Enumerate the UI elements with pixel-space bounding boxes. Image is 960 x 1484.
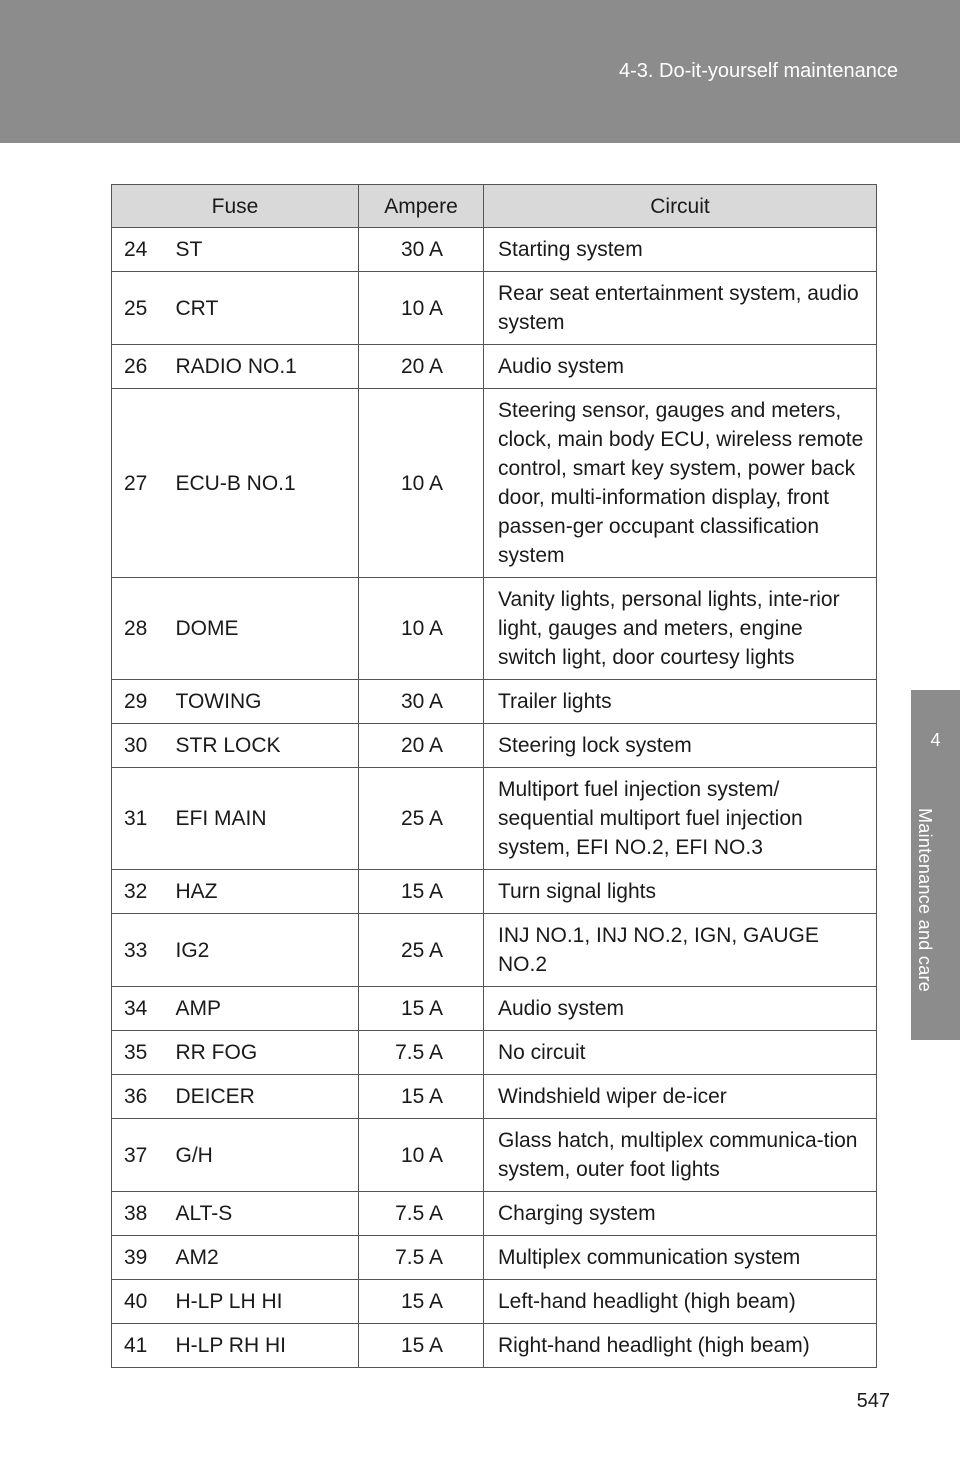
fuse-number-cell: 31 xyxy=(112,768,162,870)
table-row xyxy=(112,1280,877,1324)
table-row xyxy=(112,1119,877,1192)
table-row xyxy=(112,1236,877,1280)
table-row xyxy=(112,1031,877,1075)
fuse-name-cell: AMP xyxy=(162,987,359,1031)
circuit-cell: Turn signal lights xyxy=(484,870,877,914)
page-number: 547 xyxy=(856,1390,890,1412)
fuse-name-cell: ECU-B NO.1 xyxy=(162,389,359,578)
table-row xyxy=(112,389,877,578)
fuse-name-cell: G/H xyxy=(162,1119,359,1192)
ampere-cell: 7.5 A xyxy=(359,1236,484,1280)
fuse-number-cell: 41 xyxy=(112,1324,162,1368)
fuse-number-cell: 32 xyxy=(112,870,162,914)
column-header-ampere: Ampere xyxy=(359,185,484,228)
chapter-label: Maintenance and care xyxy=(915,808,935,993)
circuit-cell: Multiport fuel injection system/ sequential multiport fuel injection system, EFI NO.2, EFI NO.3 xyxy=(484,768,877,870)
circuit-cell: Right-hand headlight (high beam) xyxy=(484,1324,877,1368)
circuit-cell: Trailer lights xyxy=(484,680,877,724)
table-row xyxy=(112,870,877,914)
fuse-number-cell: 28 xyxy=(112,578,162,680)
fuse-number-cell: 26 xyxy=(112,345,162,389)
ampere-cell: 20 A xyxy=(359,345,484,389)
fuse-name-cell: EFI MAIN xyxy=(162,768,359,870)
circuit-cell: Charging system xyxy=(484,1192,877,1236)
fuse-number-cell: 36 xyxy=(112,1075,162,1119)
ampere-cell: 20 A xyxy=(359,724,484,768)
table-row xyxy=(112,578,877,680)
circuit-cell: Glass hatch, multiplex communica-tion system, outer foot lights xyxy=(484,1119,877,1192)
fuse-number-cell: 40 xyxy=(112,1280,162,1324)
fuse-name-cell: STR LOCK xyxy=(162,724,359,768)
table-row xyxy=(112,1324,877,1368)
chapter-number: 4 xyxy=(930,730,941,750)
fuse-number-cell: 29 xyxy=(112,680,162,724)
column-header-circuit: Circuit xyxy=(484,185,877,228)
ampere-cell: 15 A xyxy=(359,987,484,1031)
fuse-name-cell: H-LP RH HI xyxy=(162,1324,359,1368)
fuse-number-cell: 35 xyxy=(112,1031,162,1075)
circuit-cell: Multiplex communication system xyxy=(484,1236,877,1280)
circuit-cell: Steering lock system xyxy=(484,724,877,768)
chapter-side-tab xyxy=(911,690,960,1040)
ampere-cell: 25 A xyxy=(359,914,484,987)
column-header-fuse: Fuse xyxy=(112,185,359,228)
fuse-number-cell: 39 xyxy=(112,1236,162,1280)
fuse-name-cell: TOWING xyxy=(162,680,359,724)
fuse-name-cell: ST xyxy=(162,228,359,272)
ampere-cell: 10 A xyxy=(359,1119,484,1192)
fuse-number-cell: 37 xyxy=(112,1119,162,1192)
fuse-number-cell: 33 xyxy=(112,914,162,987)
fuse-name-cell: H-LP LH HI xyxy=(162,1280,359,1324)
fuse-name-cell: CRT xyxy=(162,272,359,345)
fuse-table-body xyxy=(112,228,877,1368)
circuit-cell: Audio system xyxy=(484,987,877,1031)
table-header-row xyxy=(112,185,877,228)
table-row xyxy=(112,345,877,389)
table-row xyxy=(112,1192,877,1236)
circuit-cell: Audio system xyxy=(484,345,877,389)
fuse-name-cell: RADIO NO.1 xyxy=(162,345,359,389)
circuit-cell: INJ NO.1, INJ NO.2, IGN, GAUGE NO.2 xyxy=(484,914,877,987)
circuit-cell: Starting system xyxy=(484,228,877,272)
circuit-cell: Left-hand headlight (high beam) xyxy=(484,1280,877,1324)
ampere-cell: 7.5 A xyxy=(359,1192,484,1236)
circuit-cell: Steering sensor, gauges and meters, clock, main body ECU, wireless remote control, smart key system, power back door, multi-information display, front passen-ger occupant classification system xyxy=(484,389,877,578)
fuse-name-cell: RR FOG xyxy=(162,1031,359,1075)
ampere-cell: 30 A xyxy=(359,228,484,272)
table-row xyxy=(112,228,877,272)
fuse-number-cell: 25 xyxy=(112,272,162,345)
table-row xyxy=(112,914,877,987)
table-row xyxy=(112,1075,877,1119)
ampere-cell: 15 A xyxy=(359,870,484,914)
section-title: 4-3. Do-it-yourself maintenance xyxy=(618,60,898,82)
fuse-number-cell: 38 xyxy=(112,1192,162,1236)
ampere-cell: 15 A xyxy=(359,1075,484,1119)
fuse-table xyxy=(111,184,877,1368)
ampere-cell: 10 A xyxy=(359,389,484,578)
ampere-cell: 25 A xyxy=(359,768,484,870)
ampere-cell: 30 A xyxy=(359,680,484,724)
table-row xyxy=(112,987,877,1031)
table-row xyxy=(112,272,877,345)
fuse-name-cell: ALT-S xyxy=(162,1192,359,1236)
ampere-cell: 15 A xyxy=(359,1324,484,1368)
fuse-number-cell: 30 xyxy=(112,724,162,768)
circuit-cell: Rear seat entertainment system, audio system xyxy=(484,272,877,345)
ampere-cell: 10 A xyxy=(359,272,484,345)
fuse-number-cell: 27 xyxy=(112,389,162,578)
fuse-number-cell: 34 xyxy=(112,987,162,1031)
fuse-name-cell: DEICER xyxy=(162,1075,359,1119)
circuit-cell: No circuit xyxy=(484,1031,877,1075)
table-row xyxy=(112,724,877,768)
fuse-name-cell: IG2 xyxy=(162,914,359,987)
table-row xyxy=(112,768,877,870)
ampere-cell: 10 A xyxy=(359,578,484,680)
ampere-cell: 7.5 A xyxy=(359,1031,484,1075)
fuse-number-cell: 24 xyxy=(112,228,162,272)
fuse-name-cell: AM2 xyxy=(162,1236,359,1280)
ampere-cell: 15 A xyxy=(359,1280,484,1324)
table-row xyxy=(112,680,877,724)
circuit-cell: Vanity lights, personal lights, inte-rior light, gauges and meters, engine switch light, door courtesy lights xyxy=(484,578,877,680)
fuse-name-cell: DOME xyxy=(162,578,359,680)
header-band xyxy=(0,0,960,143)
circuit-cell: Windshield wiper de-icer xyxy=(484,1075,877,1119)
fuse-name-cell: HAZ xyxy=(162,870,359,914)
